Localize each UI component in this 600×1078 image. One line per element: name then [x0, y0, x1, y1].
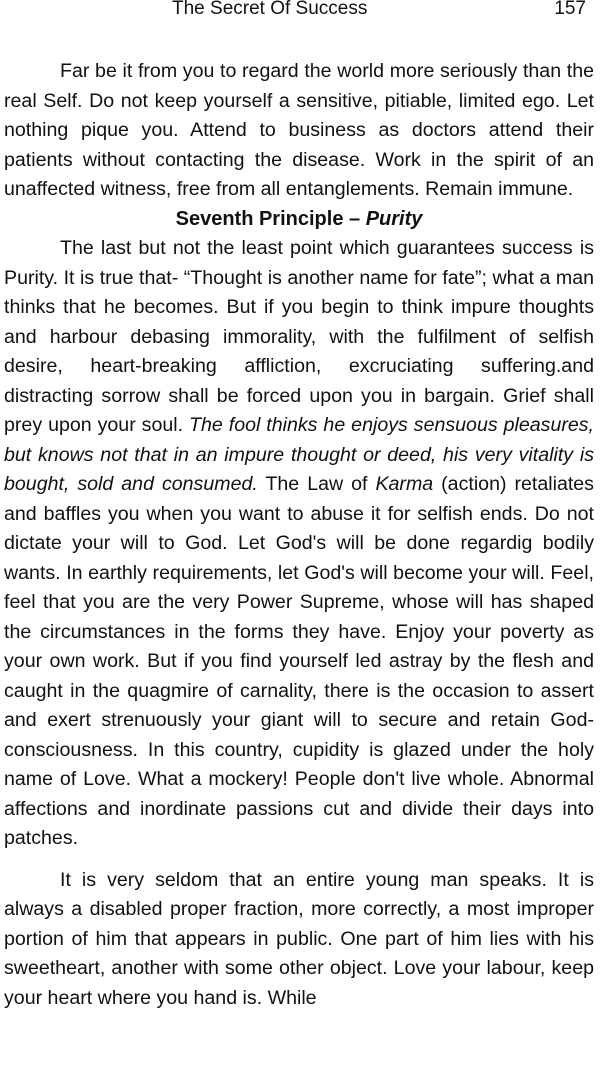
section-heading-label: Seventh Principle – [175, 207, 366, 230]
paragraph-2 [4, 234, 594, 854]
paragraph-2-part-c: (action) retaliates and baffles you when you want to abuse it for selfish ends. Do not dictate your will to God. Let God's will be done regardig bodily wants. In earthly requirements, let God's will become your will. Feel, feel that you are the very Power Supreme, whose will has shaped the circumstances in the forms they have. Enjoy your poverty as your own work. But if you find yourself led astray by the flesh and caught in the quagmire of carnality, there is the occasion to assert and exert strenuously your giant will to secure and retain God-consciousness. In this country, cupidity is glazed under the holy name of Love. What a mockery! People don't live whole. Abnormal affections and inordinate passions cut and divide their days into patches. [4, 473, 594, 849]
page-number: 157 [554, 0, 586, 19]
paragraph-2-italic-quote: The fool thinks he enjoys sensuous pleasures, but knows not that in an impure thought or deed, his very vitality is bought, sold and consumed. [4, 414, 594, 495]
paragraph-2-karma: Karma [375, 473, 434, 495]
section-heading-italic: Purity [365, 207, 423, 230]
running-title: The Secret Of Success [172, 0, 368, 19]
paragraph-1: Far be it from you to regard the world more seriously than the real Self. Do not keep yourself a sensitive, pitiable, limited ego. Let nothing pique you. Attend to business as doctors attend their patients without contacting the disease. Work in the spirit of an unaffected witness, free from all entanglements. Remain immune. [4, 60, 594, 200]
paragraph-2-part-b: The Law of [257, 473, 376, 495]
paragraph-3: It is very seldom that an entire young man speaks. It is always a disabled proper fraction, more correctly, a most improper portion of him that appears in public. One part of him lies with his sweetheart, another with some other object. Love your labour, keep your heart where you hand is. While [4, 868, 594, 1009]
running-header [0, 0, 600, 26]
section-heading [4, 205, 594, 235]
body-text [4, 57, 594, 1013]
paragraph-gap [4, 854, 594, 866]
paragraph-2-part-a: The last but not the least point which guarantees success is Purity. It is true that- “Thought is another name for fate”; what a man thinks that he becomes. But if you begin to think impure thoughts and harbour debasing immorality, with the fulfilment of selfish desire, heart-breaking affliction, excruciating suffering.and distracting sorrow shall be forced upon you in bargain. Grief shall prey upon your soul. [4, 237, 594, 436]
